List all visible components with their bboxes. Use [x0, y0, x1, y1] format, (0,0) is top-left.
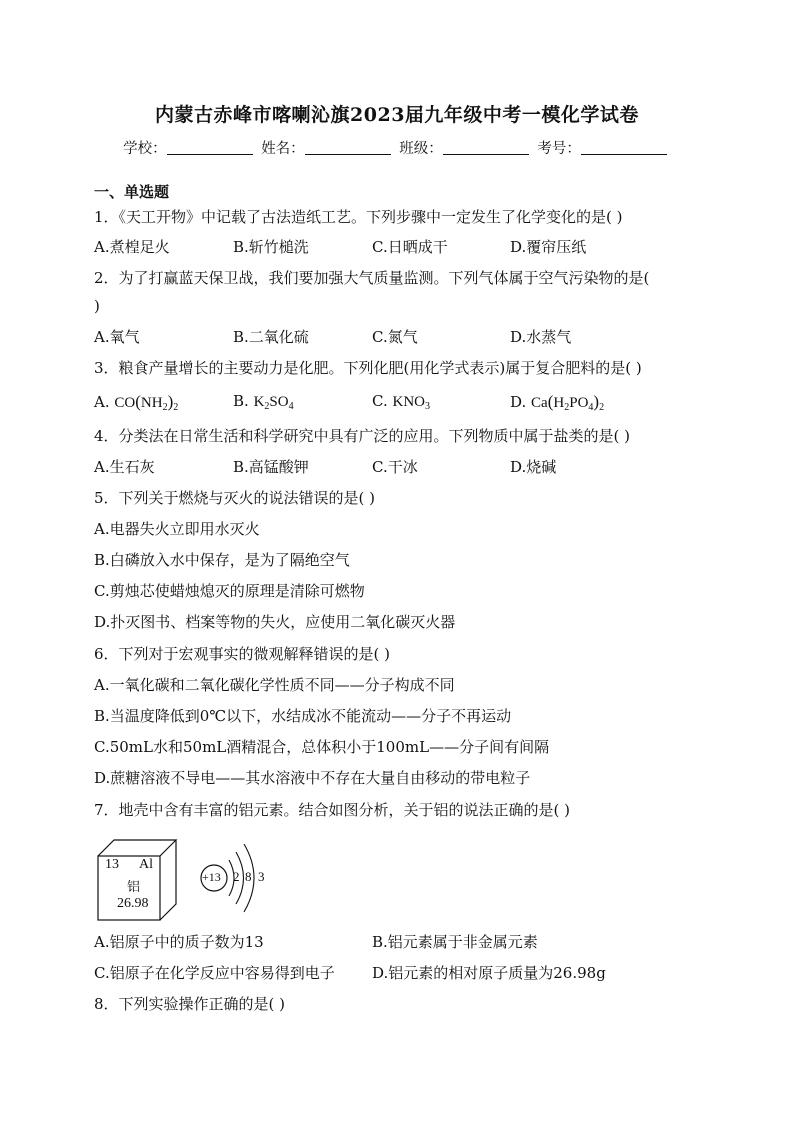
element-symbol: Al	[139, 857, 153, 872]
shell-3-electrons: 3	[258, 869, 265, 884]
question-2-stem-line1: 2．为了打赢蓝天保卫战，我们要加强大气质量监测。下列气体属于空气污染物的是(	[94, 269, 650, 287]
question-6-stem: 6．下列对于宏观事实的微观解释错误的是( )	[94, 645, 391, 663]
shell-1-electrons: 2	[233, 869, 240, 884]
question-5-option-d[interactable]: D.扑灭图书、档案等物的失火，应使用二氧化碳灭火器	[94, 613, 456, 631]
question-1-option-d[interactable]: D.覆帘压纸	[510, 238, 587, 256]
formula-ca-h2po4-2: $Ca(H_2PO_4)_2$	[531, 392, 605, 413]
question-3-option-d[interactable]	[510, 392, 604, 413]
atomic-mass: 26.98	[117, 896, 149, 911]
question-4-stem: 4．分类法在日常生活和科学研究中具有广泛的应用。下列物质中属于盐类的是( )	[94, 427, 631, 445]
question-2-option-c[interactable]: C.氮气	[372, 328, 418, 346]
question-7-option-a[interactable]: A.铝原子中的质子数为13	[94, 933, 264, 951]
question-7-option-b[interactable]: B.铝元素属于非金属元素	[372, 933, 538, 951]
school-blank[interactable]	[167, 140, 253, 155]
class-label: 班级：	[399, 141, 443, 157]
formula-k2so4: $K_2SO_4$	[253, 394, 294, 412]
atomic-number: 13	[105, 857, 119, 872]
question-3-option-b[interactable]	[233, 392, 294, 412]
option-b-label: B.	[233, 392, 249, 410]
question-3-option-a[interactable]	[94, 392, 178, 413]
school-label: 学校：	[123, 141, 167, 157]
question-5-option-c[interactable]: C.剪烛芯使蜡烛熄灭的原理是清除可燃物	[94, 582, 365, 600]
formula-kno3: $KNO_3$	[392, 394, 430, 412]
question-3-stem: 3．粮食产量增长的主要动力是化肥。下列化肥(用化学式表示)属于复合肥料的是( )	[94, 359, 642, 377]
option-c-label: C.	[372, 392, 388, 410]
question-7-option-d[interactable]: D.铝元素的相对原子质量为26.98g	[372, 964, 606, 982]
name-blank[interactable]	[305, 140, 391, 155]
question-6-option-c[interactable]: C.50mL水和50mL酒精混合，总体积小于100mL——分子间有间隔	[94, 738, 550, 756]
section-heading: 一、单选题	[94, 183, 170, 201]
page-title: 内蒙古赤峰市喀喇沁旗2023届九年级中考一模化学试卷	[155, 104, 639, 126]
question-2-option-b[interactable]: B.二氧化硫	[233, 328, 309, 346]
student-info-line	[0, 137, 794, 158]
question-1-stem: 1．《天工开物》中记载了古法造纸工艺。下列步骤中一定发生了化学变化的是( )	[94, 208, 623, 226]
question-4-option-c[interactable]: C.干冰	[372, 458, 418, 476]
number-blank[interactable]	[581, 140, 667, 155]
question-7-option-c[interactable]: C.铝原子在化学反应中容易得到电子	[94, 964, 335, 982]
question-5-option-b[interactable]: B.白磷放入水中保存，是为了隔绝空气	[94, 551, 350, 569]
question-2-option-a[interactable]: A.氧气	[94, 328, 140, 346]
question-7-stem: 7．地壳中含有丰富的铝元素。结合如图分析，关于铝的说法正确的是( )	[94, 801, 571, 819]
question-6-option-a[interactable]: A.一氧化碳和二氧化碳化学性质不同——分子构成不同	[94, 676, 455, 694]
question-4-option-b[interactable]: B.高锰酸钾	[233, 458, 309, 476]
option-d-label: D.	[510, 393, 527, 411]
formula-co-nh2-2: $CO(NH_2)_2$	[114, 392, 179, 413]
question-1-option-b[interactable]: B.斩竹槌洗	[233, 238, 309, 256]
name-label: 姓名：	[261, 141, 305, 157]
question-6-option-b[interactable]: B.当温度降低到0℃以下，水结成冰不能流动——分子不再运动	[94, 707, 512, 725]
question-6-option-d[interactable]: D.蔗糖溶液不导电——其水溶液中不存在大量自由移动的带电粒子	[94, 769, 531, 787]
class-blank[interactable]	[443, 140, 529, 155]
question-1-option-c[interactable]: C.日晒成干	[372, 238, 448, 256]
question-5-stem: 5．下列关于燃烧与灭火的说法错误的是( )	[94, 489, 376, 507]
aluminum-figure	[96, 838, 268, 922]
question-4-option-a[interactable]: A.生石灰	[94, 458, 155, 476]
question-1-option-a[interactable]: A.煮楻足火	[94, 238, 170, 256]
number-label: 考号：	[537, 141, 581, 157]
question-5-option-a[interactable]: A.电器失火立即用水灭火	[94, 520, 260, 538]
question-3-option-c[interactable]	[372, 392, 430, 412]
question-4-option-d[interactable]: D.烧碱	[510, 458, 557, 476]
question-8-stem: 8．下列实验操作正确的是( )	[94, 995, 286, 1013]
nucleus-charge: +13	[202, 870, 221, 884]
shell-2-electrons: 8	[245, 869, 252, 884]
option-a-label: A.	[94, 393, 110, 411]
question-2-stem-line2: )	[94, 297, 100, 315]
question-2-option-d[interactable]: D.水蒸气	[510, 328, 572, 346]
element-name: 铝	[127, 880, 141, 895]
